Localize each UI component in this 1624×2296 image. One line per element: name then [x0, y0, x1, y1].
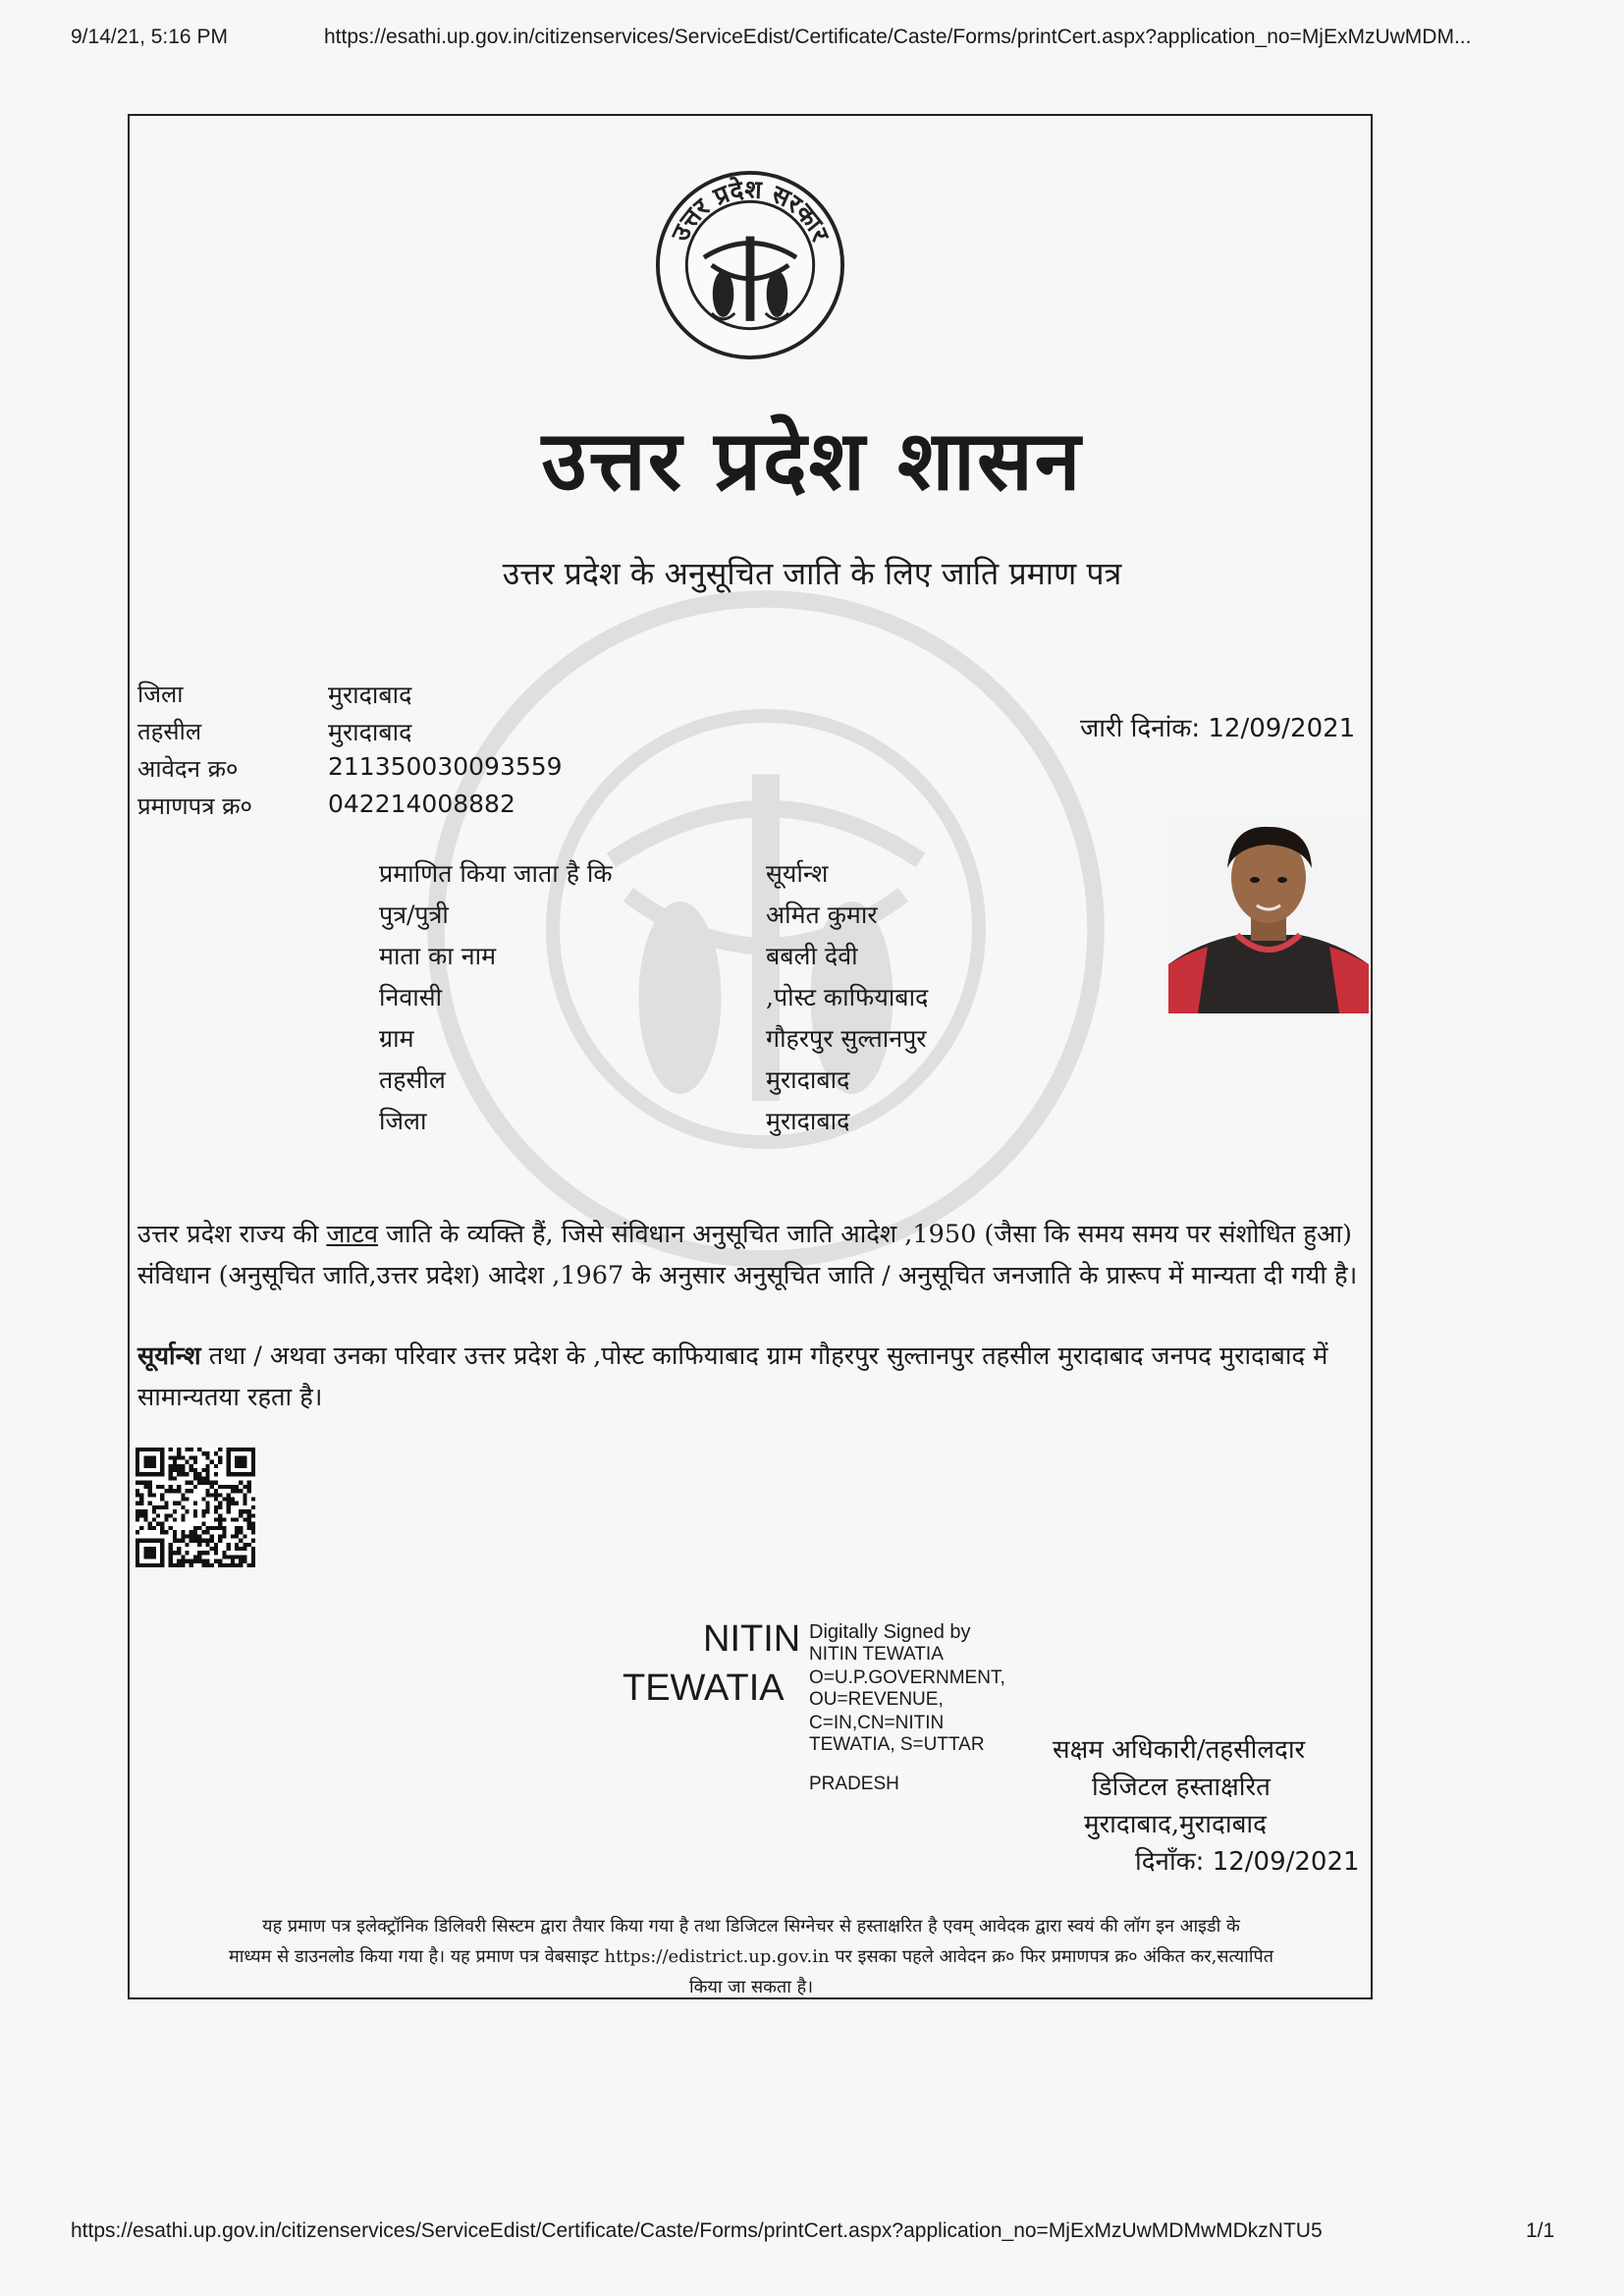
qr-code-icon[interactable]: [135, 1448, 255, 1567]
signature-detail-4: OU=REVENUE,: [809, 1689, 944, 1710]
officer-digitally-signed: डिजिटल हस्ताक्षरित: [1092, 1773, 1271, 1802]
caste-statement-suffix: जाति के व्यक्ति हैं, जिसे संविधान अनुसूचित जाति आदेश ,1950 (जैसा कि समय समय पर संशोधित हुआ) संविधान (अनुसूचित जाति,उत्तर प्रदेश) आदेश ,1967 के अनुसार अनुसूचित जाति / अनुसूचित जनजाति के प्रारूप में मान्यता दी गयी है।: [137, 1220, 1358, 1290]
signature-detail-6: TEWATIA, S=UTTAR: [809, 1734, 985, 1755]
detail-label-district: जिला: [379, 1107, 427, 1135]
caste-statement-prefix: उत्तर प्रदेश राज्य की: [137, 1220, 327, 1249]
meta-label-district: जिला: [137, 681, 184, 708]
signature-detail-5: C=IN,CN=NITIN: [809, 1713, 945, 1733]
officer-place: मुरादाबाद,मुरादाबाद: [1084, 1810, 1267, 1839]
certificate-title: उत्तर प्रदेश के अनुसूचित जाति के लिए जाति प्रमाण पत्र: [502, 555, 1122, 592]
detail-value-resident: ,पोस्ट काफियाबाद: [766, 983, 929, 1011]
detail-label-village: ग्राम: [379, 1024, 414, 1053]
footnote-line-2: माध्यम से डाउनलोड किया गया है। यह प्रमाण पत्र वेबसाइट https://edistrict.up.gov.in पर इसका पहले आवेदन क्र० फिर प्रमाणपत्र क्र० अंकित कर,सत्यापित: [229, 1946, 1273, 1967]
meta-value-district: मुरादाबाद: [328, 681, 412, 709]
signature-detail-1: Digitally Signed by: [809, 1621, 971, 1643]
detail-value-mother: बबली देवी: [766, 942, 858, 970]
detail-label-mother: माता का नाम: [379, 942, 497, 970]
detail-value-district: मुरादाबाद: [766, 1107, 850, 1135]
signature-detail-3: O=U.P.GOVERNMENT,: [809, 1667, 1005, 1688]
detail-value-name: सूर्यान्श: [766, 859, 829, 888]
signer-name-line1: NITIN: [703, 1618, 801, 1660]
footnote: [137, 1911, 1365, 2002]
print-url-bottom: https://esathi.up.gov.in/citizenservices/ServiceEdist/Certificate/Caste/Forms/printCert.aspx?application_no=MjExMzUwMDMwMDkzNTU5: [71, 2219, 1323, 2242]
residence-statement-name: सूर्यान्श: [137, 1341, 201, 1371]
meta-value-tehsil: मुरादाबाद: [328, 718, 412, 746]
detail-label-resident: निवासी: [379, 983, 443, 1011]
detail-label-tehsil: तहसील: [379, 1066, 446, 1094]
detail-value-tehsil: मुरादाबाद: [766, 1066, 850, 1094]
detail-value-father: अमित कुमार: [766, 901, 878, 929]
signer-name-line2: TEWATIA: [623, 1667, 785, 1709]
detail-label-son-daughter: पुत्र/पुत्री: [379, 901, 449, 929]
page-number: 1/1: [1526, 2219, 1555, 2242]
meta-value-certificate-no: 042214008882: [328, 790, 515, 818]
signature-state: PRADESH: [809, 1774, 899, 1794]
meta-label-certificate-no: प्रमाणपत्र क्र०: [137, 793, 252, 820]
detail-value-village: गौहरपुर सुल्तानपुर: [766, 1024, 927, 1053]
meta-value-application-no: 211350030093559: [328, 752, 563, 781]
footnote-line-3: किया जा सकता है।: [688, 1977, 814, 1997]
signature-detail-2: NITIN TEWATIA: [809, 1644, 944, 1665]
residence-statement: [137, 1336, 1365, 1418]
caste-statement: [137, 1214, 1365, 1296]
government-title: उत्तर प्रदेश शासन: [541, 411, 1083, 509]
issue-date: जारी दिनांक: 12/09/2021: [1080, 714, 1356, 743]
officer-date: दिनाँक: 12/09/2021: [1135, 1847, 1360, 1877]
footnote-line-1: यह प्रमाण पत्र इलेक्ट्रॉनिक डिलिवरी सिस्टम द्वारा तैयार किया गया है तथा डिजिटल सिग्नेचर से हस्ताक्षरित है एवम् आवेदक द्वारा स्वयं की लॉग इन आइडी के: [262, 1916, 1240, 1937]
up-government-emblem-icon: [650, 169, 850, 361]
emblem-text: उत्तर प्रदेश सरकार: [666, 175, 836, 246]
officer-title: सक्षम अधिकारी/तहसीलदार: [1053, 1735, 1306, 1765]
applicant-photo-icon: [1168, 817, 1369, 1013]
meta-label-tehsil: तहसील: [137, 718, 202, 745]
residence-statement-text: तथा / अथवा उनका परिवार उत्तर प्रदेश के ,पोस्ट काफियाबाद ग्राम गौहरपुर सुल्तानपुर तहसील मुरादाबाद जनपद मुरादाबाद में सामान्यतया रहता है।: [137, 1341, 1328, 1412]
caste-name: जाटव: [326, 1220, 378, 1249]
print-timestamp: 9/14/21, 5:16 PM: [71, 26, 228, 48]
print-url-top: https://esathi.up.gov.in/citizenservices/ServiceEdist/Certificate/Caste/Forms/printCert.aspx?application_no=MjExMzUwMDM...: [324, 26, 1472, 48]
meta-label-application-no: आवेदन क्र०: [137, 755, 239, 783]
detail-label-certified: प्रमाणित किया जाता है कि: [379, 859, 613, 888]
